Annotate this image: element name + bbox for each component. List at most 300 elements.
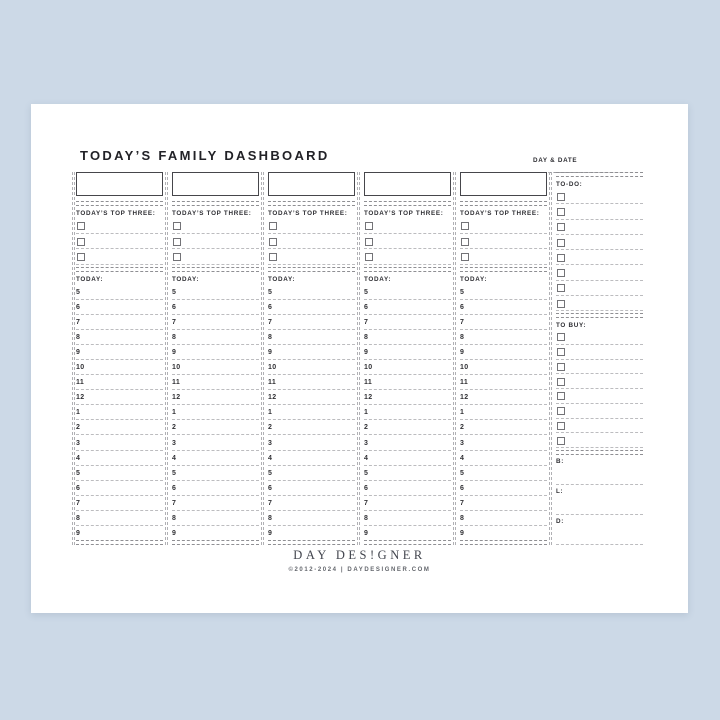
hour-label: 6	[268, 484, 273, 492]
checkbox-icon	[557, 363, 565, 371]
checklist-row	[556, 204, 643, 219]
checklist-row	[556, 433, 643, 448]
meal-row	[556, 455, 643, 485]
top-three-label: TODAY’S TOP THREE:	[172, 210, 252, 217]
hour-label: 1	[364, 409, 369, 417]
hour-label: 4	[364, 454, 369, 462]
checklist-row	[460, 218, 547, 234]
checkbox-icon	[173, 238, 181, 246]
double-rule	[460, 267, 547, 272]
hour-label: 1	[76, 409, 81, 417]
checkbox-icon	[557, 422, 565, 430]
hour-label: 5	[172, 288, 177, 296]
hour-row	[364, 420, 451, 435]
to-buy-label: TO BUY:	[556, 322, 587, 329]
hour-label: 12	[364, 394, 373, 402]
checklist-row	[556, 296, 643, 311]
meals-section	[556, 455, 643, 545]
hour-label: 3	[76, 439, 81, 447]
family-column	[172, 172, 259, 545]
double-rule	[364, 201, 451, 206]
hour-row	[268, 375, 355, 390]
checklist-row	[268, 234, 355, 250]
hour-label: 10	[76, 364, 85, 372]
checklist-row	[172, 249, 259, 265]
top-three-list	[460, 218, 547, 265]
checklist-row	[556, 235, 643, 250]
hour-label: 8	[364, 333, 369, 341]
planner-page	[31, 104, 688, 613]
hour-row	[268, 360, 355, 375]
today-label: TODAY:	[364, 275, 392, 283]
hour-label: 5	[364, 469, 369, 477]
hour-row	[268, 511, 355, 526]
hour-row	[460, 300, 547, 315]
hour-row	[364, 496, 451, 511]
checklist-row	[268, 249, 355, 265]
hour-label: 9	[268, 530, 273, 538]
family-column	[364, 172, 451, 545]
checkbox-icon	[557, 208, 565, 216]
hour-row	[268, 451, 355, 466]
hour-row	[460, 420, 547, 435]
hour-row	[364, 390, 451, 405]
hour-label: 12	[268, 394, 277, 402]
todo-list	[556, 189, 643, 311]
hour-label: 6	[460, 303, 465, 311]
hour-label: 5	[268, 469, 273, 477]
column-separator	[261, 172, 264, 545]
hour-row	[268, 481, 355, 496]
checklist-row	[556, 189, 643, 204]
hour-label: 7	[76, 318, 81, 326]
checkbox-icon	[557, 437, 565, 445]
hour-row	[76, 315, 163, 330]
checkbox-icon	[173, 253, 181, 261]
hour-row	[268, 285, 355, 300]
hour-label: 2	[76, 424, 81, 432]
hour-label: 1	[172, 409, 177, 417]
hour-row	[460, 315, 547, 330]
hour-label: 12	[172, 394, 181, 402]
checkbox-icon	[173, 222, 181, 230]
hour-row	[76, 390, 163, 405]
meal-label: L:	[556, 488, 564, 495]
hour-label: 10	[268, 364, 277, 372]
hour-label: 8	[76, 515, 81, 522]
checkbox-icon	[557, 407, 565, 415]
hour-row	[268, 390, 355, 405]
hour-row	[268, 345, 355, 360]
checklist-row	[460, 234, 547, 250]
hour-label: 8	[460, 515, 465, 522]
family-name-box	[268, 172, 355, 196]
column-separator	[357, 172, 360, 545]
today-label: TODAY:	[76, 275, 104, 283]
hour-label: 12	[76, 394, 85, 402]
hour-row	[76, 511, 163, 526]
hour-label: 6	[364, 484, 369, 492]
day-date-field	[533, 149, 643, 173]
double-rule	[268, 267, 355, 272]
meal-label: B:	[556, 458, 565, 465]
hour-row	[364, 285, 451, 300]
hour-label: 7	[172, 318, 177, 326]
hour-label: 4	[172, 454, 177, 462]
hour-label: 9	[76, 530, 81, 538]
hour-label: 4	[268, 454, 273, 462]
checklist-row	[76, 234, 163, 250]
hour-row	[76, 375, 163, 390]
hour-row	[460, 466, 547, 481]
checklist-row	[364, 218, 451, 234]
hour-label: 9	[364, 348, 369, 356]
checklist-row	[364, 249, 451, 265]
checkbox-icon	[77, 253, 85, 261]
hour-label: 9	[268, 348, 273, 356]
hour-label: 6	[172, 303, 177, 311]
family-column	[460, 172, 547, 545]
hour-row	[172, 375, 259, 390]
family-name-box	[460, 172, 547, 196]
hour-label: 3	[268, 439, 273, 447]
meal-row	[556, 485, 643, 515]
hour-row	[172, 466, 259, 481]
checklist-row	[172, 234, 259, 250]
hour-label: 9	[76, 348, 81, 356]
hour-label: 11	[268, 379, 277, 387]
hour-row	[76, 330, 163, 345]
hour-label: 12	[460, 394, 469, 402]
checklist-row	[556, 330, 643, 345]
checkbox-icon	[461, 222, 469, 230]
checkbox-icon	[557, 223, 565, 231]
top-three-list	[172, 218, 259, 265]
hour-label: 6	[76, 484, 81, 492]
hour-row	[460, 405, 547, 420]
hour-row	[460, 451, 547, 466]
hour-row	[364, 345, 451, 360]
top-three-list	[268, 218, 355, 265]
today-label: TODAY:	[172, 275, 200, 283]
checkbox-icon	[77, 222, 85, 230]
top-three-label: TODAY’S TOP THREE:	[268, 210, 348, 217]
hour-label: 9	[172, 348, 177, 356]
hour-row	[364, 435, 451, 450]
hour-label: 2	[364, 424, 369, 432]
hour-row	[364, 375, 451, 390]
hour-row	[172, 435, 259, 450]
today-label: TODAY:	[268, 275, 296, 283]
todo-label: TO-DO:	[556, 181, 583, 188]
hour-row	[76, 451, 163, 466]
double-rule	[76, 267, 163, 272]
checkbox-icon	[557, 378, 565, 386]
hour-label: 11	[172, 379, 181, 387]
brand-logo: DAY DES!GNER	[293, 548, 426, 562]
checklist-row	[556, 281, 643, 296]
checkbox-icon	[557, 348, 565, 356]
hour-row	[268, 330, 355, 345]
hour-row	[172, 315, 259, 330]
hour-label: 5	[364, 288, 369, 296]
checklist-row	[556, 404, 643, 419]
hour-row	[172, 300, 259, 315]
hour-label: 5	[76, 469, 81, 477]
checkbox-icon	[269, 222, 277, 230]
hour-row	[364, 360, 451, 375]
dashboard-grid	[76, 172, 643, 545]
checklist-row	[556, 360, 643, 375]
hour-label: 8	[172, 333, 177, 341]
hour-row	[364, 481, 451, 496]
hour-row	[76, 405, 163, 420]
hour-row	[460, 360, 547, 375]
double-rule	[172, 201, 259, 206]
hour-row	[460, 375, 547, 390]
hour-label: 4	[76, 454, 81, 462]
checkbox-icon	[365, 253, 373, 261]
hour-label: 8	[460, 333, 465, 341]
checklist-row	[556, 374, 643, 389]
hour-label: 7	[172, 499, 177, 507]
double-rule	[556, 313, 643, 318]
hour-row	[76, 466, 163, 481]
checkbox-icon	[461, 238, 469, 246]
hour-row	[460, 481, 547, 496]
hour-label: 7	[268, 318, 273, 326]
hour-row	[76, 526, 163, 540]
hour-row	[268, 435, 355, 450]
column-separator	[72, 172, 75, 545]
hour-row	[76, 285, 163, 300]
hour-label: 10	[460, 364, 469, 372]
hour-row	[364, 511, 451, 526]
double-rule	[76, 540, 163, 545]
hour-row	[172, 451, 259, 466]
double-rule	[460, 540, 547, 545]
hour-label: 10	[364, 364, 373, 372]
double-rule	[76, 201, 163, 206]
double-rule	[268, 201, 355, 206]
page-title: TODAY’S FAMILY DASHBOARD	[80, 148, 330, 163]
hour-label: 5	[172, 469, 177, 477]
hour-row	[364, 405, 451, 420]
hour-row	[172, 360, 259, 375]
double-rule	[460, 201, 547, 206]
hour-label: 9	[460, 348, 465, 356]
family-name-box	[76, 172, 163, 196]
checkbox-icon	[557, 333, 565, 341]
hour-label: 6	[76, 303, 81, 311]
hour-label: 5	[460, 469, 465, 477]
hour-label: 7	[364, 318, 369, 326]
hour-row	[460, 390, 547, 405]
checklist-row	[76, 249, 163, 265]
hour-label: 11	[460, 379, 469, 387]
hour-row	[76, 300, 163, 315]
hour-schedule	[76, 285, 163, 541]
hour-row	[172, 405, 259, 420]
checkbox-icon	[557, 239, 565, 247]
checkbox-icon	[461, 253, 469, 261]
hour-label: 6	[460, 484, 465, 492]
checklist-row	[556, 265, 643, 280]
hour-label: 6	[268, 303, 273, 311]
hour-label: 1	[268, 409, 273, 417]
today-label: TODAY:	[460, 275, 488, 283]
checkbox-icon	[557, 193, 565, 201]
hour-label: 10	[172, 364, 181, 372]
hour-label: 7	[364, 499, 369, 507]
hour-label: 6	[364, 303, 369, 311]
hour-row	[364, 466, 451, 481]
hour-row	[172, 496, 259, 511]
hour-row	[460, 330, 547, 345]
hour-row	[460, 496, 547, 511]
hour-row	[172, 511, 259, 526]
checklist-row	[268, 218, 355, 234]
hour-schedule	[172, 285, 259, 541]
double-rule	[364, 540, 451, 545]
hour-row	[268, 526, 355, 540]
hour-row	[268, 405, 355, 420]
hour-label: 5	[268, 288, 273, 296]
checklist-row	[76, 218, 163, 234]
hour-row	[364, 315, 451, 330]
checkbox-icon	[365, 222, 373, 230]
double-rule	[172, 267, 259, 272]
checkbox-icon	[557, 300, 565, 308]
checkbox-icon	[557, 254, 565, 262]
hour-label: 6	[172, 484, 177, 492]
hour-label: 2	[268, 424, 273, 432]
double-rule	[364, 267, 451, 272]
top-three-label: TODAY’S TOP THREE:	[364, 210, 444, 217]
checklist-row	[556, 419, 643, 434]
family-name-box	[364, 172, 451, 196]
footer	[31, 548, 688, 574]
hour-schedule	[460, 285, 547, 541]
column-separator	[165, 172, 168, 545]
hour-label: 9	[364, 530, 369, 538]
top-three-list	[364, 218, 451, 265]
hour-label: 5	[76, 288, 81, 296]
top-three-label: TODAY’S TOP THREE:	[76, 210, 156, 217]
checkbox-icon	[77, 238, 85, 246]
hour-row	[460, 435, 547, 450]
family-column	[76, 172, 163, 545]
footer-legal: ©2012-2024 | DAYDESIGNER.COM	[288, 567, 431, 573]
hour-label: 8	[172, 515, 177, 522]
hour-label: 2	[172, 424, 177, 432]
hour-label: 8	[268, 333, 273, 341]
double-rule	[268, 540, 355, 545]
hour-row	[172, 390, 259, 405]
hour-row	[364, 451, 451, 466]
hour-row	[76, 435, 163, 450]
hour-row	[364, 526, 451, 540]
day-date-label: DAY & DATE	[533, 157, 578, 164]
hour-row	[76, 360, 163, 375]
checklist-row	[364, 234, 451, 250]
checkbox-icon	[557, 284, 565, 292]
hour-label: 3	[364, 439, 369, 447]
hour-row	[268, 496, 355, 511]
checkbox-icon	[269, 238, 277, 246]
hour-label: 7	[460, 318, 465, 326]
hour-row	[172, 345, 259, 360]
checklist-row	[556, 345, 643, 360]
family-column	[268, 172, 355, 545]
hour-row	[76, 496, 163, 511]
double-rule	[172, 540, 259, 545]
hour-label: 5	[460, 288, 465, 296]
column-separator	[453, 172, 456, 545]
hour-row	[76, 481, 163, 496]
family-name-box	[172, 172, 259, 196]
checkbox-icon	[557, 269, 565, 277]
meal-label: D:	[556, 518, 565, 525]
hour-row	[268, 315, 355, 330]
hour-row	[172, 330, 259, 345]
hour-label: 3	[172, 439, 177, 447]
top-three-list	[76, 218, 163, 265]
hour-row	[76, 345, 163, 360]
hour-label: 4	[460, 454, 465, 462]
hour-label: 2	[460, 424, 465, 432]
hour-row	[172, 481, 259, 496]
hour-row	[460, 526, 547, 540]
hour-row	[268, 466, 355, 481]
hour-row	[76, 420, 163, 435]
hour-label: 7	[460, 499, 465, 507]
hour-label: 1	[460, 409, 465, 417]
hour-label: 7	[76, 499, 81, 507]
hour-row	[172, 285, 259, 300]
checklist-row	[172, 218, 259, 234]
checklist-row	[556, 389, 643, 404]
hour-row	[172, 526, 259, 540]
hour-schedule	[268, 285, 355, 541]
hour-label: 11	[76, 379, 85, 387]
hour-schedule	[364, 285, 451, 541]
hour-label: 9	[172, 530, 177, 538]
top-three-label: TODAY’S TOP THREE:	[460, 210, 540, 217]
hour-label: 7	[268, 499, 273, 507]
hour-row	[460, 511, 547, 526]
column-separator	[549, 172, 552, 545]
checklist-row	[460, 249, 547, 265]
hour-row	[364, 300, 451, 315]
checkbox-icon	[365, 238, 373, 246]
hour-label: 8	[364, 515, 369, 522]
to-buy-list	[556, 330, 643, 448]
meal-row	[556, 515, 643, 545]
hour-row	[460, 285, 547, 300]
checkbox-icon	[269, 253, 277, 261]
hour-row	[364, 330, 451, 345]
hour-row	[268, 420, 355, 435]
checklist-row	[556, 250, 643, 265]
double-rule	[556, 172, 643, 177]
hour-row	[460, 345, 547, 360]
hour-label: 9	[460, 530, 465, 538]
hour-label: 11	[364, 379, 373, 387]
hour-label: 8	[76, 333, 81, 341]
hour-row	[172, 420, 259, 435]
checkbox-icon	[557, 392, 565, 400]
